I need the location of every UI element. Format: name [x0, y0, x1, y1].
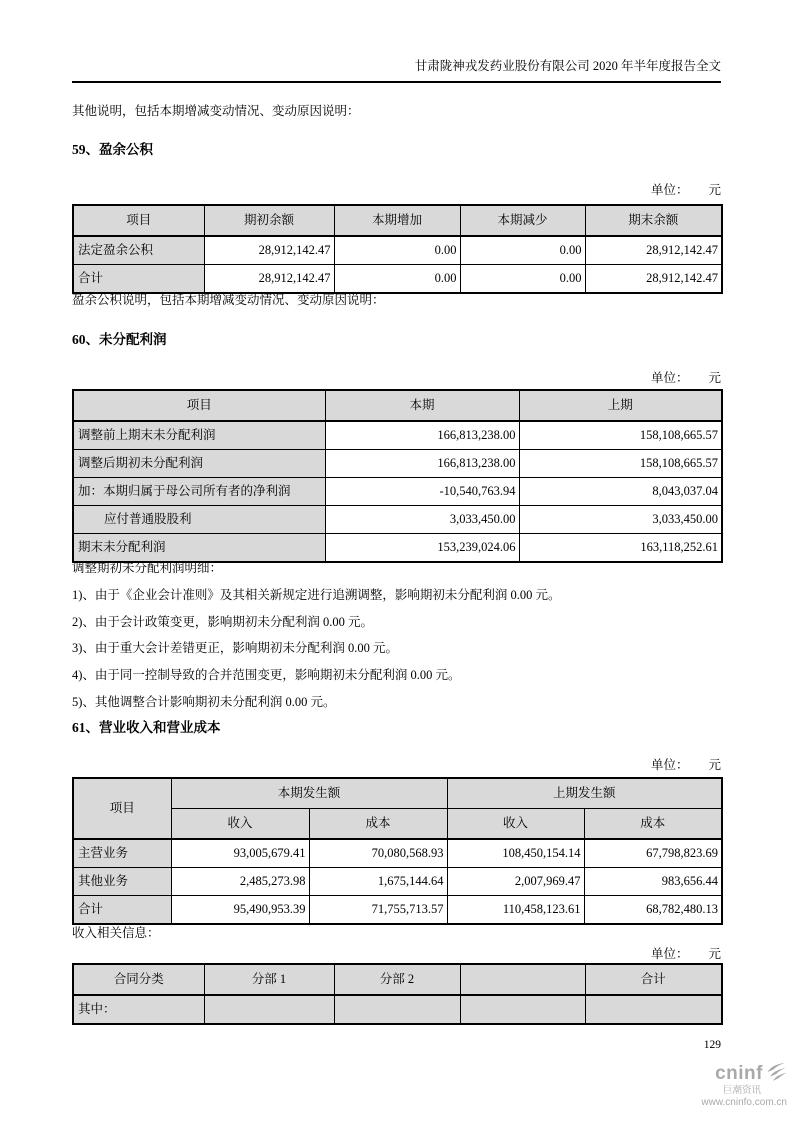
row-label: 合计: [73, 896, 171, 925]
row-label: 期末未分配利润: [73, 534, 325, 563]
cell-value: 163,118,252.61: [519, 534, 722, 563]
row-label: 主营业务: [73, 839, 171, 868]
cell-value: 0.00: [334, 236, 460, 265]
table-subheader-row: [73, 809, 722, 840]
cell-value: 3,033,450.00: [519, 506, 722, 534]
col-group-current: 本期发生额: [171, 778, 447, 809]
col-header-segment-1: 分部 1: [204, 964, 334, 995]
unit-label: 单位：: [650, 371, 689, 385]
cell-value: 95,490,953.39: [171, 896, 309, 925]
cell-value: 0.00: [460, 265, 585, 294]
col-header-item: 项目: [73, 205, 204, 236]
unit-value: 元: [708, 947, 721, 961]
surplus-reserve-table: [72, 204, 723, 294]
adjustment-note-5: 5)、其他调整合计影响期初未分配利润 0.00 元。: [72, 694, 336, 709]
cell-value: 28,912,142.47: [204, 265, 334, 294]
cell-value: 3,033,450.00: [325, 506, 519, 534]
contract-classification-table: [72, 963, 723, 1025]
cell-value: 0.00: [334, 265, 460, 294]
row-label: 法定盈余公积: [73, 236, 204, 265]
row-label: 合计: [73, 265, 204, 294]
cell-value: 68,782,480.13: [584, 896, 722, 925]
col-header-cost: 成本: [309, 809, 447, 840]
adjustment-note-2: 2)、由于会计政策变更，影响期初未分配利润 0.00 元。: [72, 614, 374, 629]
unit-line-60: [72, 368, 721, 386]
cell-value: 166,813,238.00: [325, 450, 519, 478]
table-header-row: [73, 390, 722, 421]
cell-value: 158,108,665.57: [519, 421, 722, 450]
cell-empty: [585, 995, 722, 1024]
unit-label: 单位：: [650, 183, 689, 197]
cell-value: 28,912,142.47: [585, 265, 722, 294]
cell-value: 110,458,123.61: [447, 896, 584, 925]
cell-value: 158,108,665.57: [519, 450, 722, 478]
row-label: 加：本期归属于母公司所有者的净利润: [73, 478, 325, 506]
row-label: 其他业务: [73, 868, 171, 896]
col-header-opening: 期初余额: [204, 205, 334, 236]
table-header-row: [73, 205, 722, 236]
report-header-title: 甘肃陇神戎发药业股份有限公司 2020 年半年度报告全文: [72, 56, 721, 83]
adjustment-note-4: 4)、由于同一控制导致的合并范围变更，影响期初未分配利润 0.00 元。: [72, 668, 461, 683]
cell-value: 28,912,142.47: [204, 236, 334, 265]
col-header-closing: 期末余额: [585, 205, 722, 236]
col-header-increase: 本期增加: [334, 205, 460, 236]
adjustment-note-3: 3)、由于重大会计差错更正，影响期初未分配利润 0.00 元。: [72, 641, 399, 656]
col-header-decrease: 本期减少: [460, 205, 585, 236]
col-header-cost: 成本: [584, 809, 722, 840]
revenue-cost-table: [72, 777, 723, 925]
revenue-info-note: 收入相关信息：: [72, 926, 160, 940]
unit-line-59: [72, 180, 721, 198]
cell-value: 1,675,144.64: [309, 868, 447, 896]
section-61-heading: 61、营业收入和营业成本: [72, 720, 221, 735]
cninfo-logo-text: cninf: [715, 1062, 763, 1084]
table-row: [73, 868, 722, 896]
col-header-item: 项目: [73, 778, 171, 839]
col-group-prior: 上期发生额: [447, 778, 722, 809]
table-group-header-row: [73, 778, 722, 809]
adjustment-detail-title: 调整期初未分配利润明细：: [72, 561, 223, 575]
table-row: [73, 995, 722, 1024]
undistributed-profit-table: [72, 389, 723, 563]
unit-label: 单位：: [650, 758, 689, 772]
table-row: [73, 265, 722, 294]
unit-line-contract: [72, 944, 721, 962]
unit-value: 元: [708, 758, 721, 772]
row-label: 应付普通股股利: [73, 506, 325, 534]
cninfo-logo: [657, 1062, 787, 1108]
cell-value: 70,080,568.93: [309, 839, 447, 868]
row-label: 调整前上期末未分配利润: [73, 421, 325, 450]
table-row: [73, 236, 722, 265]
cninfo-logo-subtext: 巨潮资讯: [722, 1084, 761, 1096]
cell-value: 166,813,238.00: [325, 421, 519, 450]
row-label: 其中：: [73, 995, 204, 1024]
other-note-paragraph: 其他说明，包括本期增减变动情况、变动原因说明：: [72, 104, 360, 118]
table-header-row: [73, 964, 722, 995]
cell-value: 108,450,154.14: [447, 839, 584, 868]
cell-value: 2,007,969.47: [447, 868, 584, 896]
cell-value: 93,005,679.41: [171, 839, 309, 868]
unit-label: 单位：: [650, 947, 689, 961]
table-row: [73, 839, 722, 868]
row-label: 调整后期初未分配利润: [73, 450, 325, 478]
col-header-income: 收入: [447, 809, 584, 840]
adjustment-notes: [72, 555, 752, 716]
col-header-total: 合计: [585, 964, 722, 995]
cell-value: 28,912,142.47: [585, 236, 722, 265]
cell-value: 8,043,037.04: [519, 478, 722, 506]
cell-empty: [204, 995, 334, 1024]
cninfo-swirl-icon: [765, 1062, 787, 1085]
col-header-income: 收入: [171, 809, 309, 840]
cell-empty: [334, 995, 460, 1024]
unit-line-61: [72, 755, 721, 773]
table-row: [73, 450, 722, 478]
adjustment-note-1: 1)、由于《企业会计准则》及其相关新规定进行追溯调整，影响期初未分配利润 0.00 元。: [72, 587, 561, 602]
page-number: 129: [703, 1039, 721, 1051]
surplus-reserve-note: 盈余公积说明，包括本期增减变动情况、变动原因说明：: [72, 293, 385, 307]
cell-empty: [460, 995, 585, 1024]
col-header-contract-type: 合同分类: [73, 964, 204, 995]
cell-value: 983,656.44: [584, 868, 722, 896]
table-row: [73, 896, 722, 925]
table-row: [73, 421, 722, 450]
table-row: [73, 478, 722, 506]
cell-value: -10,540,763.94: [325, 478, 519, 506]
cell-value: 71,755,713.57: [309, 896, 447, 925]
col-header-blank: [460, 964, 585, 995]
cell-value: 2,485,273.98: [171, 868, 309, 896]
unit-value: 元: [708, 183, 721, 197]
col-header-prior: 上期: [519, 390, 722, 421]
unit-value: 元: [708, 371, 721, 385]
cell-value: 0.00: [460, 236, 585, 265]
cninfo-logo-url: www.cninfo.com.cn: [701, 1097, 787, 1108]
section-60-heading: 60、未分配利润: [72, 332, 167, 347]
cell-value: 67,798,823.69: [584, 839, 722, 868]
col-header-segment-2: 分部 2: [334, 964, 460, 995]
table-row: [73, 506, 722, 534]
col-header-item: 项目: [73, 390, 325, 421]
section-59-heading: 59、盈余公积: [72, 142, 153, 157]
cell-value: 153,239,024.06: [325, 534, 519, 563]
col-header-current: 本期: [325, 390, 519, 421]
